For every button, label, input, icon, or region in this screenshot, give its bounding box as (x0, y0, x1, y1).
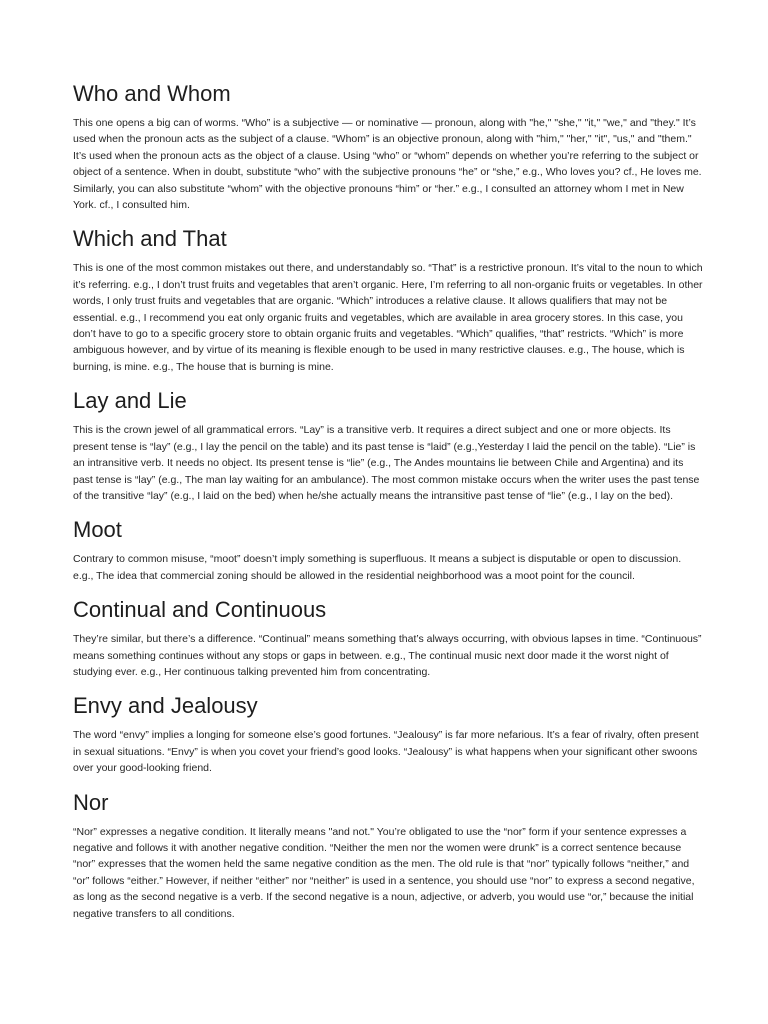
section-heading: Moot (73, 517, 122, 543)
section-continual-and-continuous (73, 596, 703, 680)
section-body: This is one of the most common mistakes out there, and understandably so. “That” is a restrictive pronoun. It’s vital to the noun to which it’s referring. e.g., I don’t trust fruits and vegetables that aren’t organic. Here, I’m referring to all non-organic fruits or vegetables. In other words, I only trust fruits and vegetables that are organic. “Which” introduces a relative clause. It allows qualifiers that may not be essential. e.g., I recommend you eat only organic fruits and vegetables, which are available in area grocery stores. In this case, you don’t have to go to a specific grocery store to obtain organic fruits and vegetables. “Which” qualifies, “that” restricts. “Which” is more ambiguous however, and by virtue of its meaning is flexible enough to be used in many restrictive clauses. e.g., The house, which is burning, is mine. e.g., The house that is burning is mine. (73, 262, 703, 373)
section-body: “Nor” expresses a negative condition. It literally means "and not." You’re obligated to use the “nor” form if your sentence expresses a negative and follows it with another negative condition. “Neither the men nor the women were drunk” is a correct sentence because “nor” expresses that the women held the same negative condition as the men. The old rule is that “nor” typically follows “neither,” and “or” follows “either.” However, if neither “either” nor “neither” is used in a sentence, you should use “nor” to express a second negative, as long as the second negative is a verb. If the second negative is a noun, adjective, or adverb, you would use “or,” because the initial negative transfers to all conditions. (73, 825, 695, 920)
section-heading: Continual and Continuous (73, 597, 327, 623)
article (73, 80, 703, 934)
section-which-and-that (73, 225, 703, 375)
section-body: This one opens a big can of worms. “Who” is a subjective — or nominative — pronoun, along with "he," "she," "it," "we," and "they." It’s used when the pronoun acts as the subject of a clause. “Whom” is an objective pronoun, along with "him," "her," "it", "us," and "them." It’s used when the pronoun acts as the object of a clause. Using “who” or “whom” depends on whether you’re referring to the subject or object of a sentence. When in doubt, substitute “who” with the subjective pronouns “he” or “she,” e.g., Who loves you? cf., He loves me. Similarly, you can also substitute “whom” with the objective pronouns “him” or “her.” e.g., I consulted an attorney whom I met in New York. cf., I consulted him. (73, 117, 702, 212)
section-heading: Which and That (73, 226, 227, 252)
section-heading: Lay and Lie (73, 388, 187, 414)
section-moot (73, 516, 703, 584)
section-body: They’re similar, but there’s a difference. “Continual” means something that’s always occurring, with obvious lapses in time. “Continuous” means something continues without any stops or gaps in between. e.g., The continual music next door made it the worst night of studying ever. e.g., Her continuous talking prevented him from concentrating. (73, 633, 702, 678)
section-body: This is the crown jewel of all grammatical errors. “Lay” is a transitive verb. It requires a direct subject and one or more objects. Its present tense is “lay” (e.g., I lay the pencil on the table) and its past tense is “laid” (e.g.,Yesterday I laid the pencil on the table). “Lie” is an intransitive verb. It needs no object. Its present tense is “lie” (e.g., The Andes mountains lie between Chile and Argentina) and its past tense is “lay” (e.g., The man lay waiting for an ambulance). The most common mistake occurs when the writer uses the past tense of the transitive “lay” (e.g., I laid on the bed) when he/she actually means the intransitive past tense of “lie” (e.g., I lay on the bed). (73, 424, 700, 502)
section-heading: Envy and Jealousy (73, 693, 258, 719)
section-who-and-whom (73, 80, 703, 213)
section-heading: Nor (73, 789, 109, 815)
section-heading: Who and Whom (73, 81, 231, 106)
section-nor (73, 789, 703, 922)
section-envy-and-jealousy (73, 692, 703, 776)
section-lay-and-lie (73, 387, 703, 504)
section-body: The word “envy” implies a longing for someone else’s good fortunes. “Jealousy” is far more nefarious. It’s a fear of rivalry, often present in sexual situations. “Envy” is when you covet your friend’s good looks. “Jealousy” is what happens when your significant other swoons over your good-looking friend. (73, 729, 699, 775)
section-body: Contrary to common misuse, “moot” doesn’t imply something is superfluous. It means a subject is disputable or open to discussion. e.g., The idea that commercial zoning should be allowed in the residential neighborhood was a moot point for the council. (73, 553, 682, 582)
